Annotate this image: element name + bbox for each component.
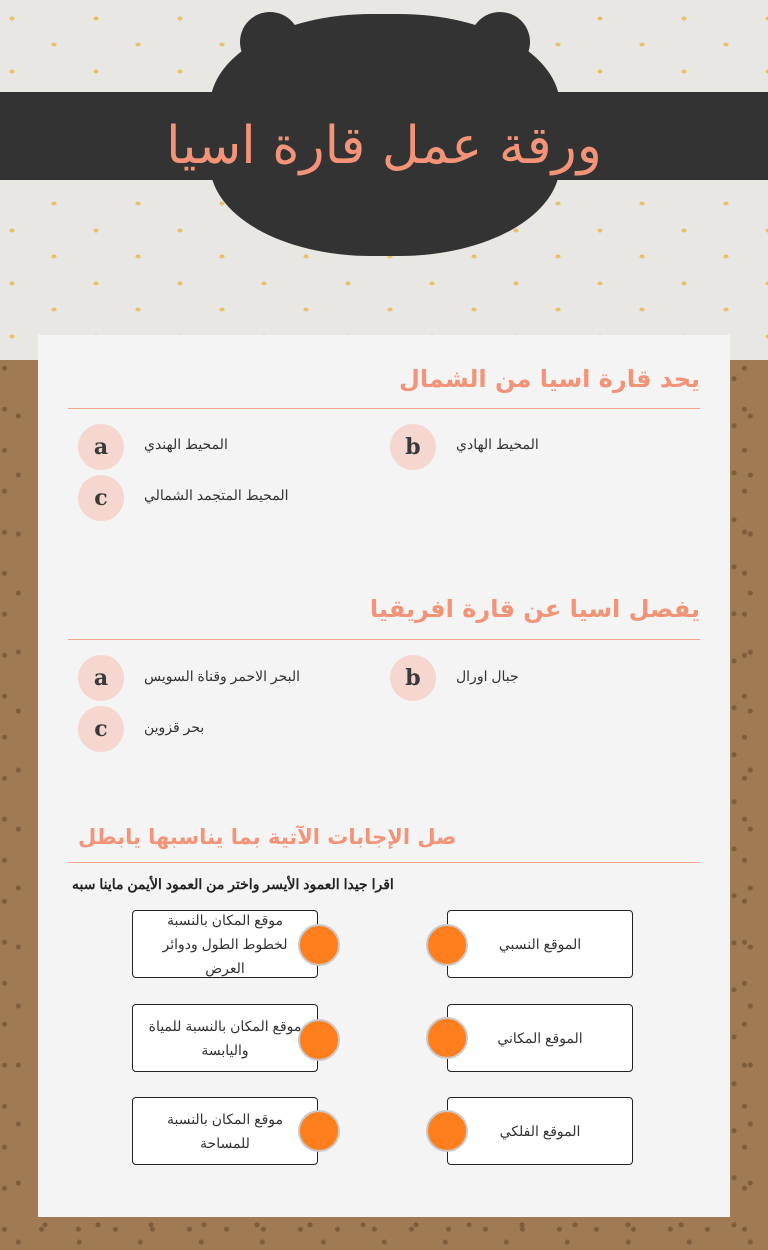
question-1-divider: [68, 408, 700, 409]
question-2-heading: يفصل اسيا عن قارة افريقيا: [369, 595, 700, 623]
match-right-connector-1[interactable]: [426, 924, 468, 966]
q2-option-a-text[interactable]: البحر الاحمر وقناة السويس: [144, 668, 301, 684]
page-title: ورقة عمل قارة اسيا: [166, 116, 602, 176]
q1-option-b-badge[interactable]: b: [390, 424, 436, 470]
matching-instruction: اقرا جيدا العمود الأيسر واختر من العمود الأيمن ماينا سبه: [72, 876, 394, 892]
q2-option-a-badge[interactable]: a: [78, 655, 124, 701]
match-left-box-2: موقع المكان بالنسبة للمياة واليابسة: [132, 1004, 318, 1072]
q1-option-c-text[interactable]: المحيط المتجمد الشمالي: [144, 487, 289, 503]
question-2-divider: [68, 639, 700, 640]
worksheet-card: [38, 335, 730, 1217]
question-3-heading: صل الإجابات الآتية بما يناسبها يابطل: [78, 825, 457, 849]
q2-option-c-text[interactable]: بحر قزوين: [144, 719, 205, 735]
question-3-divider: [68, 862, 700, 863]
match-right-connector-3[interactable]: [426, 1110, 468, 1152]
question-1-heading: يحد قارة اسيا من الشمال: [399, 365, 700, 393]
q1-option-a-badge[interactable]: a: [78, 424, 124, 470]
q2-option-b-text[interactable]: جبال اورال: [456, 668, 519, 684]
match-right-connector-2[interactable]: [426, 1017, 468, 1059]
q1-option-b-text[interactable]: المحيط الهادي: [456, 436, 539, 452]
q1-option-a-text[interactable]: المحيط الهندي: [144, 436, 228, 452]
match-left-connector-1[interactable]: [298, 924, 340, 966]
q2-option-b-badge[interactable]: b: [390, 655, 436, 701]
match-right-box-3: الموقع الفلكي: [447, 1097, 633, 1165]
match-left-connector-3[interactable]: [298, 1110, 340, 1152]
q1-option-c-badge[interactable]: c: [78, 475, 124, 521]
match-left-connector-2[interactable]: [298, 1019, 340, 1061]
match-right-box-1: الموقع النسبي: [447, 910, 633, 978]
match-right-box-2: الموقع المكاني: [447, 1004, 633, 1072]
match-left-box-3: موقع المكان بالنسبة للمساحة: [132, 1097, 318, 1165]
match-left-box-1: موقع المكان بالنسبة لخطوط الطول ودوائر العرض: [132, 910, 318, 978]
q2-option-c-badge[interactable]: c: [78, 706, 124, 752]
